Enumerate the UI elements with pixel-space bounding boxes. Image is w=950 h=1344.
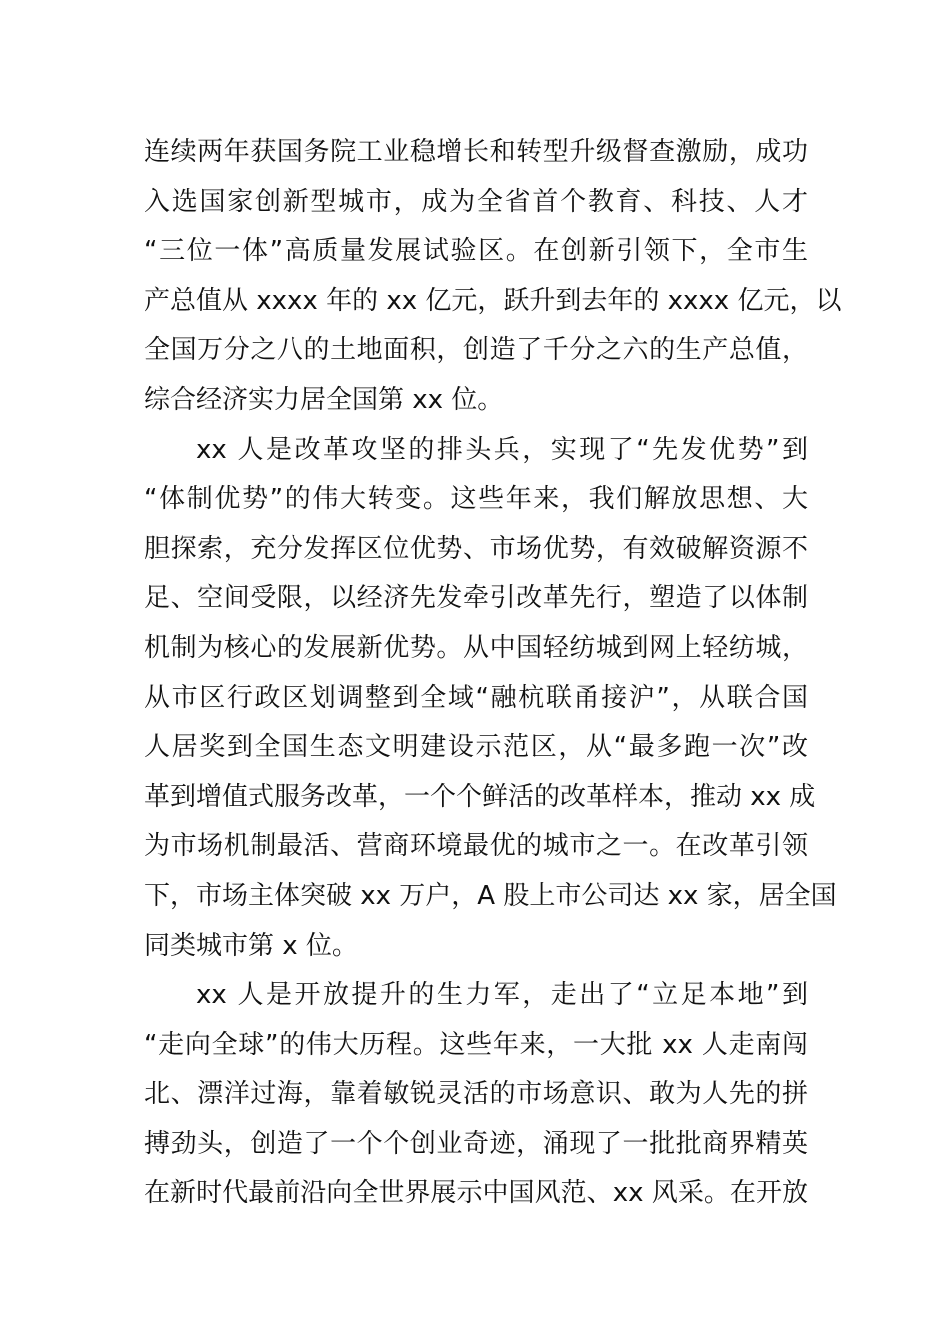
text-line: 胆探索，充分发挥区位优势、市场优势，有效破解资源不 <box>144 533 808 564</box>
text-line: 革到增值式服务改革，一个个鲜活的改革样本，推动 xx 成 <box>144 781 816 812</box>
text-line: 北、漂洋过海，靠着敏锐灵活的市场意识、敢为人先的拼 <box>144 1079 808 1110</box>
paragraph-3 <box>144 971 808 1219</box>
paragraph-1 <box>144 128 842 426</box>
text-line: 在新时代最前沿向全世界展示中国风范、xx 风采。在开放 <box>144 1178 808 1209</box>
text-line: 人居奖到全国生态文明建设示范区，从“最多跑一次”改 <box>144 732 808 763</box>
text-line: 为市场机制最活、营商环境最优的城市之一。在改革引领 <box>144 831 808 862</box>
body-text <box>144 128 842 1219</box>
text-line: 足、空间受限，以经济先发牵引改革先行，塑造了以体制 <box>144 583 808 614</box>
text-line: 产总值从 xxxx 年的 xx 亿元，跃升到去年的 xxxx 亿元，以 <box>144 285 842 316</box>
text-line: 机制为核心的发展新优势。从中国轻纺城到网上轻纺城， <box>144 632 808 663</box>
text-line: 连续两年获国务院工业稳增长和转型升级督查激励，成功 <box>144 137 808 167</box>
text-line: 下，市场主体突破 xx 万户，A 股上市公司达 xx 家，居全国 <box>144 880 837 911</box>
text-line: 搏劲头，创造了一个个创业奇迹，涌现了一批批商界精英 <box>144 1128 808 1159</box>
text-line: xx 人是开放提升的生力军，走出了“立足本地”到 <box>196 980 808 1011</box>
text-line: “走向全球”的伟大历程。这些年来，一大批 xx 人走南闯 <box>144 1029 808 1060</box>
text-line: 入选国家创新型城市，成为全省首个教育、科技、人才 <box>144 186 808 217</box>
text-line: 综合经济实力居全国第 xx 位。 <box>144 384 504 415</box>
text-line: “三位一体”高质量发展试验区。在创新引领下，全市生 <box>144 236 808 267</box>
text-line: 同类城市第 x 位。 <box>144 930 358 961</box>
text-line: 全国万分之八的土地面积，创造了千分之六的生产总值， <box>144 335 808 366</box>
text-line: 从市区行政区划调整到全域“融杭联甬接沪”，从联合国 <box>144 682 808 713</box>
text-line: “体制优势”的伟大转变。这些年来，我们解放思想、大 <box>144 484 808 515</box>
paragraph-2 <box>144 426 837 972</box>
text-line: xx 人是改革攻坚的排头兵，实现了“先发优势”到 <box>196 434 808 465</box>
